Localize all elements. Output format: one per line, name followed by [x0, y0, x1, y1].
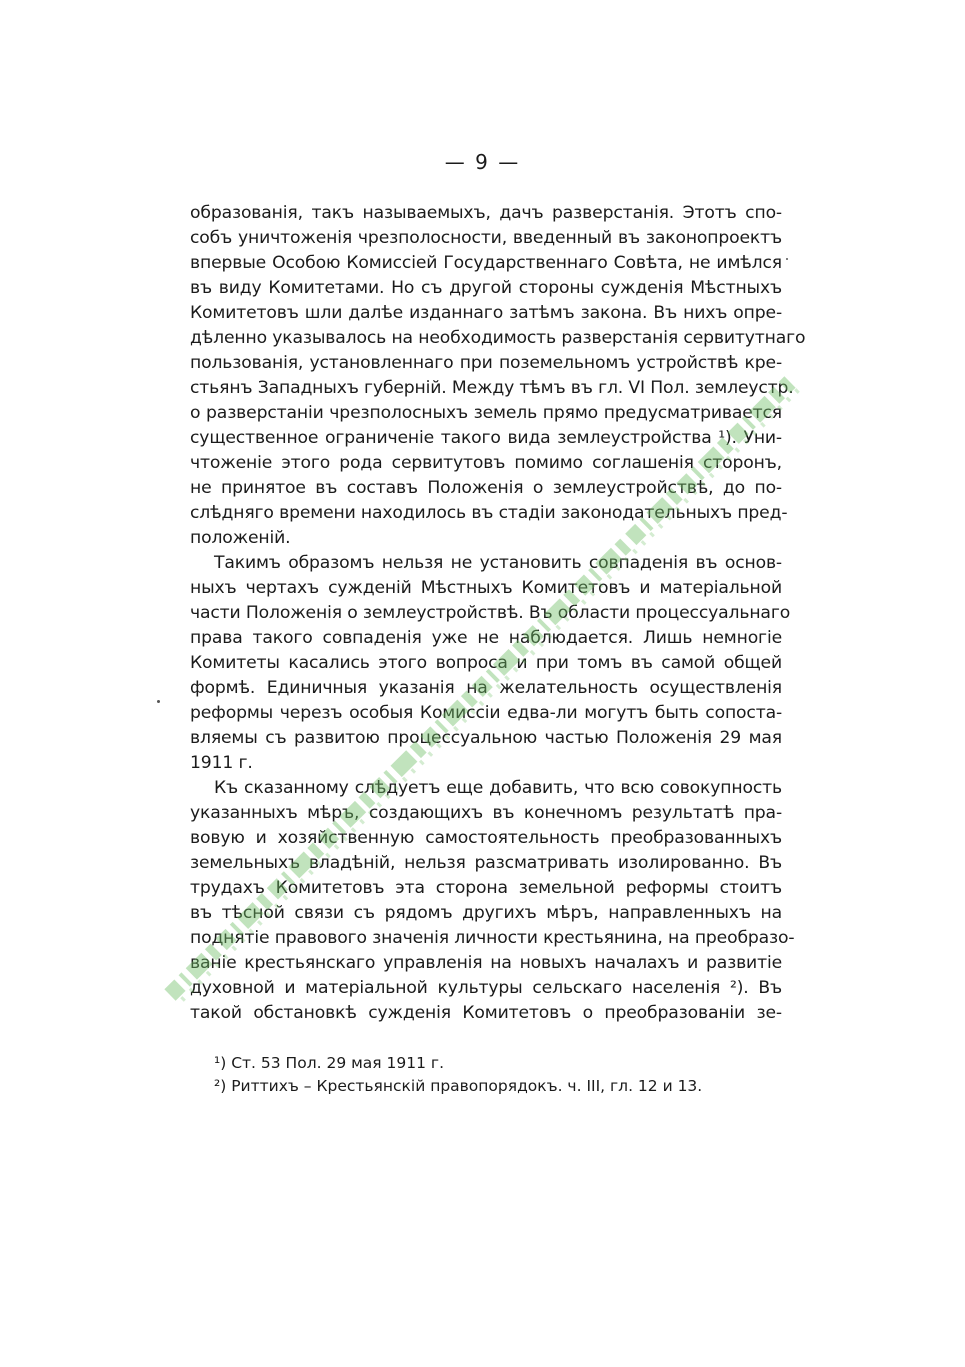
text-line: земельныхъ владѣній, нельзя разсматривать изолированно. Въ: [190, 853, 782, 873]
paragraph-start-line: Такимъ образомъ нельзя не установить совпаденія въ основ-: [214, 553, 782, 573]
footnote-separator: [190, 1028, 390, 1034]
paragraph-start-line: Къ сказанному слѣдуетъ еще добавить, что всю совокупность: [214, 778, 782, 798]
text-line: о разверстаніи чрезполосныхъ земель прямо предусматривается: [190, 403, 782, 423]
text-line: 1911 г.: [190, 753, 253, 773]
text-line: права такого совпаденія уже не наблюдается. Лишь немногіе: [190, 628, 782, 648]
footnote-text: Ст. 53 Пол. 29 мая 1911 г.: [231, 1054, 444, 1072]
scan-speck: [157, 700, 160, 703]
footnote-2: [214, 1075, 774, 1098]
text-line: части Положенія о землеустройствѣ. Въ области процессуальнаго: [190, 603, 791, 623]
text-line: ваніе крестьянскаго управленія на новыхъ началахъ и развитіе: [190, 953, 782, 973]
text-line: слѣдняго времени находилось въ стадіи законодательныхъ пред-: [190, 503, 788, 523]
footnote-text: Риттихъ – Крестьянскій правопорядокъ. ч. III, гл. 12 и 13.: [231, 1077, 703, 1095]
text-line: Комитетовъ шли далѣе изданнаго затѣмъ закона. Въ нихъ опре-: [190, 303, 782, 323]
text-line: пользованія, установленнаго при поземельномъ устройствѣ кре-: [190, 353, 782, 373]
text-line: Комитеты касались этого вопроса и при томъ въ самой общей: [190, 653, 782, 673]
text-line: поднятіе правового значенія личности крестьянина, на преобразо-: [190, 928, 795, 948]
text-line: положеній.: [190, 528, 291, 548]
text-line: трудахъ Комитетовъ эта сторона земельной реформы стоитъ: [190, 878, 782, 898]
text-line: дѣленно указывалось на необходимость разверстанія сервитутнаго: [190, 328, 806, 348]
text-line: впервые Особою Комиссіей Государственнаго Совѣта, не имѣлся: [190, 253, 782, 273]
text-line: указанныхъ мѣръ, создающихъ въ конечномъ результатѣ пра-: [190, 803, 782, 823]
body-text: [190, 201, 806, 1026]
footnote-mark: ²): [214, 1077, 227, 1095]
text-line: въ тѣсной связи съ рядомъ другихъ мѣръ, направленныхъ на: [190, 903, 782, 923]
page-number: — 9 —: [444, 150, 521, 174]
text-line: такой обстановкѣ сужденія Комитетовъ о преобразованіи зе-: [190, 1003, 782, 1023]
text-line: въ виду Комитетами. Но съ другой стороны сужденія Мѣстныхъ: [190, 278, 782, 298]
footnotes: [214, 1052, 774, 1098]
text-line: образованія, такъ называемыхъ, дачъ разверстанія. Этотъ спо-: [190, 203, 782, 223]
text-line: реформы черезъ особыя Комиссіи едва-ли могутъ быть сопоста-: [190, 703, 782, 723]
text-line: духовной и матеріальной культуры сельскаго населенія ²). Въ: [190, 978, 782, 998]
text-line: стьянъ Западныхъ губерній. Между тѣмъ въ гл. VI Пол. землеустр.: [190, 378, 794, 398]
text-line: собъ уничтоженія чрезполосности, введенный въ законопроектъ: [190, 228, 782, 248]
text-line: чтоженіе этого рода сервитутовъ помимо соглашенія сторонъ,: [190, 453, 782, 473]
footnote-1: [214, 1052, 774, 1075]
scan-speck: [786, 258, 788, 260]
text-line: существенное ограниченіе такого вида землеустройства ¹). Уни-: [190, 428, 782, 448]
text-line: вовую и хозяйственную самостоятельность преобразованныхъ: [190, 828, 782, 848]
text-line: ныхъ чертахъ сужденій Мѣстныхъ Комитетовъ и матеріальной: [190, 578, 782, 598]
footnote-mark: ¹): [214, 1054, 227, 1072]
text-line: формѣ. Единичныя указанія на желательность осуществленія: [190, 678, 782, 698]
text-line: вляемы съ развитою процессуальною частью Положенія 29 мая: [190, 728, 782, 748]
text-line: не принятое въ составъ Положенія о землеустройствѣ, до по-: [190, 478, 782, 498]
